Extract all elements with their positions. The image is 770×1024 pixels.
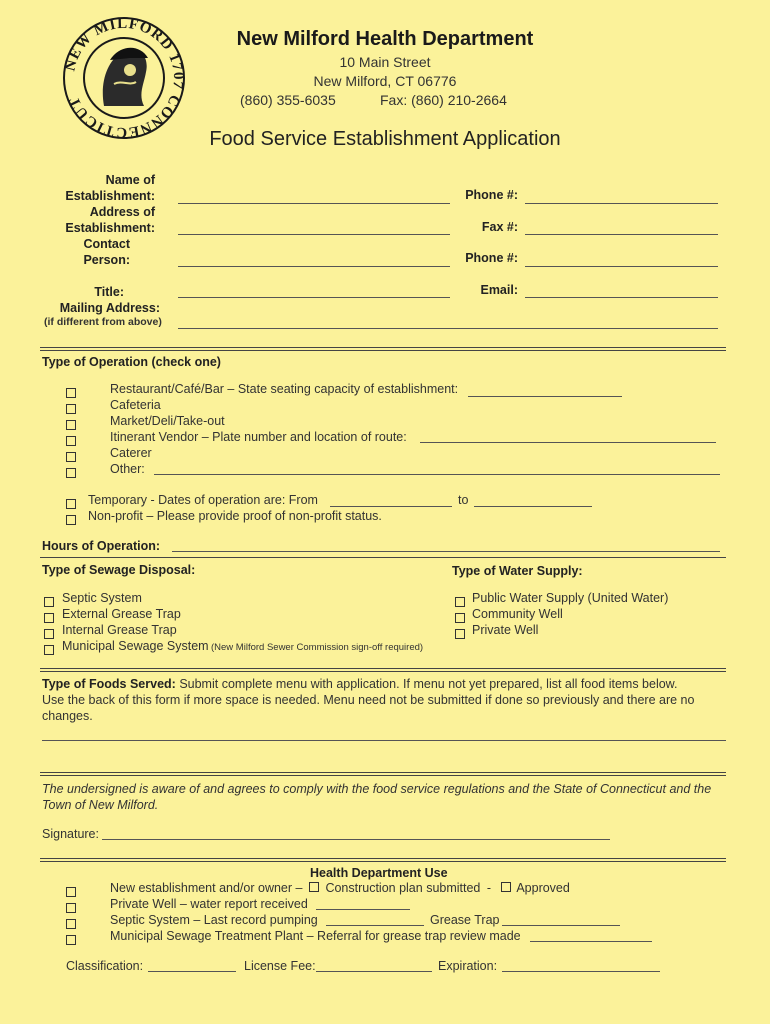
option-municipal-sewage: Municipal Sewage System	[62, 639, 209, 653]
last-pumping-field[interactable]	[326, 925, 424, 926]
option-public-water: Public Water Supply (United Water)	[472, 591, 669, 605]
checkbox-municipal-sewage[interactable]	[44, 642, 54, 660]
signature-field[interactable]	[102, 839, 610, 840]
foods-line-1: Type of Foods Served: Submit complete menu with application. If menu not yet prepared, list all food items below.	[42, 677, 678, 691]
expiration-field[interactable]	[502, 971, 660, 972]
municipal-sewage-note: (New Milford Sewer Commission sign-off required)	[211, 642, 424, 653]
foods-line-2: Use the back of this form if more space is needed. Menu need not be submitted if done so previously and there are no	[42, 693, 695, 707]
temporary-to-label: to	[458, 493, 469, 507]
agreement-text: The undersigned is aware of and agrees to comply with the food service regulations and the State of Connecticut and the Town of New Milford.	[42, 782, 712, 812]
hours-label: Hours of Operation:	[42, 539, 161, 553]
mailing-address-field[interactable]	[178, 328, 718, 329]
address-of-establishment-label: Address of Establishment:	[65, 205, 155, 235]
contact-person-field[interactable]	[178, 266, 450, 267]
checkbox-other[interactable]	[66, 465, 76, 483]
license-fee-field[interactable]	[316, 971, 432, 972]
option-nonprofit: Non-profit – Please provide proof of non-profit status.	[88, 509, 382, 523]
phone-1-field[interactable]	[525, 203, 718, 204]
option-septic: Septic System	[62, 591, 142, 605]
fax-label: Fax #:	[481, 220, 518, 234]
route-field[interactable]	[420, 442, 716, 443]
temporary-to-field[interactable]	[474, 506, 592, 507]
option-cafeteria: Cafeteria	[110, 398, 161, 412]
street-address: 10 Main Street	[339, 54, 431, 70]
email-field[interactable]	[525, 297, 718, 298]
checkbox-private-well[interactable]	[455, 626, 465, 644]
option-private-well: Private Well	[472, 623, 539, 637]
checkbox-construction-plan[interactable]	[309, 882, 319, 892]
option-internal-grease-trap: Internal Grease Trap	[62, 623, 177, 637]
section-divider	[40, 858, 726, 862]
grease-trap-field[interactable]	[502, 925, 620, 926]
option-community-well: Community Well	[472, 607, 563, 621]
checkbox-approved[interactable]	[501, 882, 511, 892]
city-state-zip: New Milford, CT 06776	[313, 73, 457, 89]
foods-field[interactable]	[42, 740, 726, 741]
department-title: New Milford Health Department	[236, 28, 534, 50]
expiration-label: Expiration:	[438, 959, 498, 973]
septic-pumping-text: Septic System – Last record pumping	[110, 913, 318, 927]
form-title: Food Service Establishment Application	[209, 128, 561, 150]
water-heading: Type of Water Supply:	[452, 564, 583, 578]
private-well-report-text: Private Well – water report received	[110, 897, 308, 911]
option-market: Market/Deli/Take-out	[110, 414, 225, 428]
health-use-heading: Health Department Use	[310, 866, 448, 880]
section-divider	[40, 347, 726, 351]
foods-line-3: changes.	[42, 709, 93, 723]
section-divider	[40, 668, 726, 672]
signature-label: Signature:	[42, 827, 99, 841]
sewage-heading: Type of Sewage Disposal:	[42, 563, 196, 577]
option-other: Other:	[110, 462, 145, 476]
option-external-grease-trap: External Grease Trap	[62, 607, 181, 621]
name-of-establishment-label: Name of Establishment:	[65, 173, 155, 203]
establishment-address-field[interactable]	[178, 234, 450, 235]
water-report-field[interactable]	[316, 909, 410, 910]
mailing-address-label: Mailing Address:	[59, 301, 160, 315]
phone-number: (860) 355-6035	[240, 92, 336, 108]
referral-field[interactable]	[530, 941, 652, 942]
phone-1-label: Phone #:	[465, 188, 518, 202]
hours-field[interactable]	[172, 551, 720, 552]
license-fee-label: License Fee:	[244, 959, 316, 973]
option-itinerant-vendor: Itinerant Vendor – Plate number and location of route:	[110, 430, 407, 444]
contact-person-label: Contact Person:	[83, 237, 130, 267]
temporary-from-field[interactable]	[330, 506, 452, 507]
new-establishment-text: New establishment and/or owner – Construction plan submitted - Approved	[110, 881, 570, 895]
classification-field[interactable]	[148, 971, 236, 972]
foods-heading: Type of Foods Served:	[42, 677, 176, 691]
municipal-referral-text: Municipal Sewage Treatment Plant – Referral for grease trap review made	[110, 929, 521, 943]
establishment-name-field[interactable]	[178, 203, 450, 204]
phone-2-label: Phone #:	[465, 251, 518, 265]
option-temporary: Temporary - Dates of operation are: From	[88, 493, 318, 507]
mailing-address-note: (if different from above)	[44, 316, 162, 328]
grease-trap-label: Grease Trap	[430, 913, 500, 927]
operation-heading: Type of Operation (check one)	[42, 355, 221, 369]
checkbox-municipal-referral[interactable]	[66, 932, 76, 950]
seating-capacity-field[interactable]	[468, 396, 622, 397]
phone-2-field[interactable]	[525, 266, 718, 267]
section-divider	[40, 772, 726, 776]
email-label: Email:	[480, 283, 518, 297]
checkbox-nonprofit[interactable]	[66, 512, 76, 530]
section-divider	[40, 557, 726, 558]
option-caterer: Caterer	[110, 446, 152, 460]
title-field[interactable]	[178, 297, 450, 298]
classification-label: Classification:	[66, 959, 144, 973]
svg-text:NEW MILFORD 1707 CONNECTICUT: NEW MILFORD 1707 CONNECTICUT	[62, 15, 187, 141]
other-field[interactable]	[154, 474, 720, 475]
title-label: Title:	[94, 285, 124, 299]
town-seal-logo	[60, 14, 188, 142]
option-restaurant: Restaurant/Café/Bar – State seating capacity of establishment:	[110, 382, 459, 396]
fax-number: Fax: (860) 210-2664	[380, 92, 507, 108]
fax-field[interactable]	[525, 234, 718, 235]
